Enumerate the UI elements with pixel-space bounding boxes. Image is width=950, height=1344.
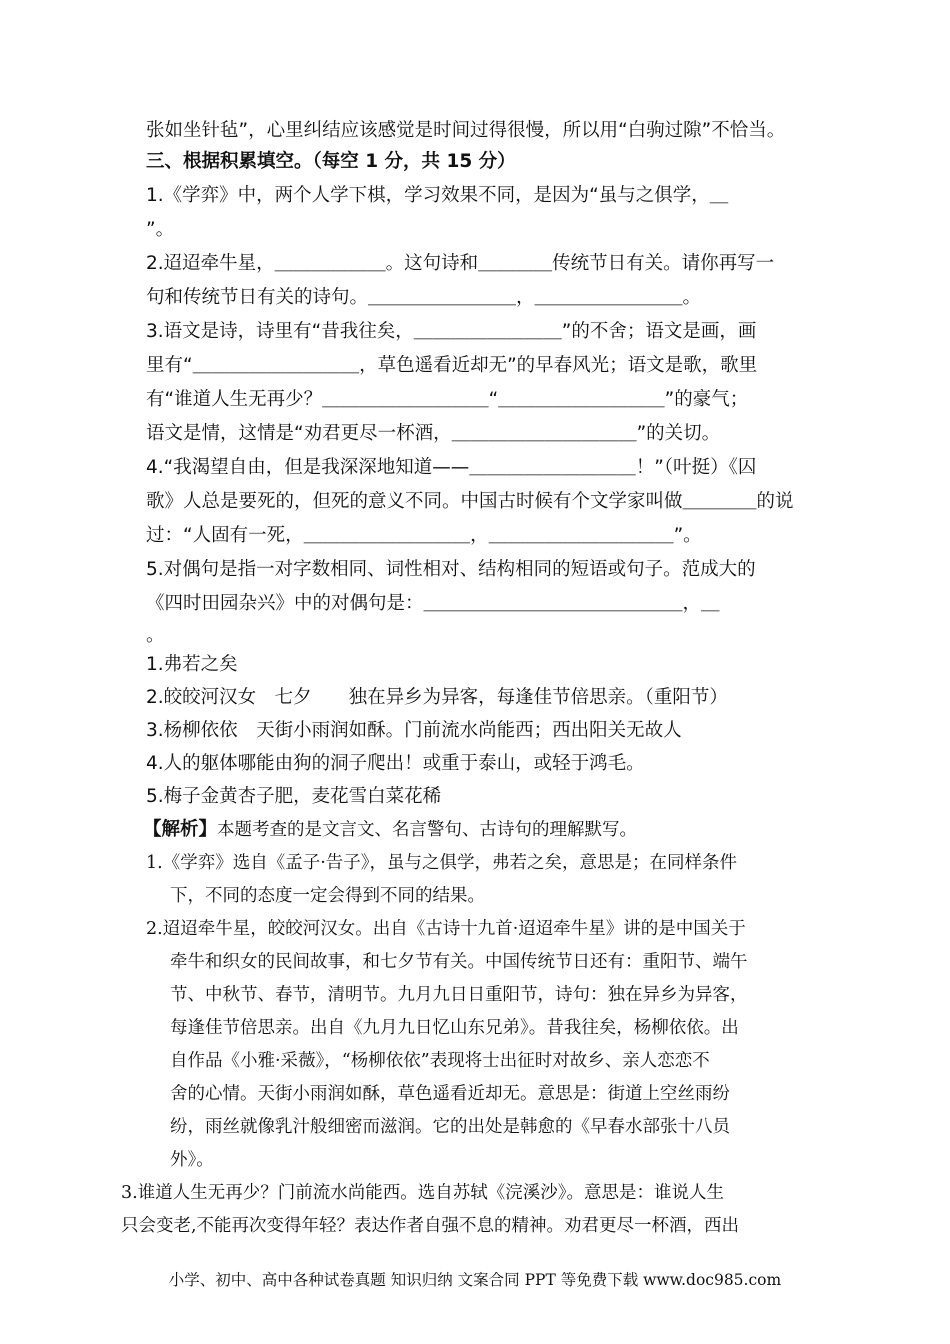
analysis-label: 【解析】	[143, 819, 218, 840]
analysis-text: 本题考查的是文言文、名言警句、古诗句的理解默写。	[217, 820, 638, 840]
analysis-line: 2.迢迢牵牛星，皎皎河汉女。出自《古诗十九首·迢迢牵牛星》讲的是中国关于	[146, 919, 746, 939]
analysis-line: 只会变老,不能再次变得年轻？表达作者自强不息的精神。劝君更尽一杯酒，西出	[121, 1216, 740, 1236]
analysis-line: 纷，雨丝就像乳汁般细密而滋润。它的出处是韩愈的《早春水部张十八员	[170, 1117, 730, 1137]
analysis-intro	[143, 818, 637, 842]
text-line: 张如坐针毡”，心里纠结应该感觉是时间过得很慢，所以用“白驹过隙”不恰当。	[146, 120, 786, 141]
text-line: 《四时田园杂兴》中的对偶句是：＿＿＿＿＿＿＿＿＿＿＿＿＿＿，＿	[146, 593, 720, 614]
analysis-line: 舍的心情。天街小雨润如酥，草色遥看近却无。意思是：街道上空丝雨纷	[170, 1084, 730, 1104]
answer-line: 4.人的躯体哪能由狗的洞子爬出！或重于泰山，或轻于鸿毛。	[146, 753, 645, 774]
analysis-line: 下，不同的态度一定会得到不同的结果。	[170, 886, 485, 906]
analysis-line: 节、中秋节、春节，清明节。九月九日日重阳节，诗句：独在异乡为异客，	[170, 985, 748, 1005]
section-heading: 三、根据积累填空。（每空 1 分，共 15 分）	[146, 151, 516, 172]
text-line: 有“谁道人生无再少？＿＿＿＿＿＿＿＿＿“＿＿＿＿＿＿＿＿＿”的豪气；	[146, 389, 749, 410]
analysis-line: 3.谁道人生无再少？门前流水尚能西。选自苏轼《浣溪沙》。意思是：谁说人生	[121, 1183, 724, 1203]
text-line: 里有“＿＿＿＿＿＿＿＿＿，草色遥看近却无”的早春风光；语文是歌，歌里	[146, 355, 758, 376]
text-line: 5.对偶句是指一对字数相同、词性相对、结构相同的短语或句子。范成大的	[146, 559, 756, 580]
page-footer: 小学、初中、高中各种试卷真题 知识归纳 文案合同 PPT 等免费下载 www.doc985.com	[168, 1271, 782, 1289]
analysis-line: 牵牛和织女的民间故事，和七夕节有关。中国传统节日还有：重阳节、端午	[170, 952, 748, 972]
text-line: 语文是情，这情是“劝君更尽一杯酒，＿＿＿＿＿＿＿＿＿＿”的关切。	[146, 423, 721, 444]
analysis-line: 外》。	[170, 1150, 214, 1170]
text-line: 1.《学弈》中，两个人学下棋，学习效果不同，是因为“虽与之俱学，＿	[146, 185, 729, 206]
text-line: ”。	[146, 219, 175, 240]
text-line: 。	[146, 625, 165, 646]
answer-line: 3.杨柳依依 天街小雨润如酥。门前流水尚能西；西出阳关无故人	[146, 720, 682, 741]
text-line: 2.迢迢牵牛星，＿＿＿＿＿＿。这句诗和＿＿＿＿传统节日有关。请你再写一	[146, 253, 775, 274]
analysis-line: 自作品《小雅·采薇》，“杨柳依依”表现将士出征时对故乡、亲人恋恋不	[170, 1051, 710, 1071]
text-line: 4.“我渴望自由，但是我深深地知道——＿＿＿＿＿＿＿＿＿！”（叶挺）《囚	[146, 457, 757, 478]
text-line: 过：“人固有一死，＿＿＿＿＿＿＿＿＿，＿＿＿＿＿＿＿＿＿＿”。	[146, 525, 702, 546]
analysis-line: 1.《学弈》选自《孟子·告子》，虽与之俱学，弗若之矣，意思是；在同样条件	[146, 853, 738, 873]
analysis-line: 每逢佳节倍思亲。出自《九月九日忆山东兄弟》。昔我往矣，杨柳依依。出	[170, 1018, 739, 1038]
answer-line: 1.弗若之矣	[146, 654, 238, 675]
text-line: 歌》人总是要死的，但死的意义不同。中国古时候有个文学家叫做＿＿＿＿的说	[146, 491, 794, 512]
text-line: 3.语文是诗，诗里有“昔我往矣，＿＿＿＿＿＿＿＿”的不舍；语文是画，画	[146, 321, 757, 342]
text-line: 句和传统节日有关的诗句。＿＿＿＿＿＿＿＿，＿＿＿＿＿＿＿＿。	[146, 287, 702, 308]
answer-line: 5.梅子金黄杏子肥，麦花雪白菜花稀	[146, 786, 442, 807]
answer-line: 2.皎皎河汉女 七夕 独在异乡为异客，每逢佳节倍思亲。（重阳节）	[146, 687, 728, 708]
